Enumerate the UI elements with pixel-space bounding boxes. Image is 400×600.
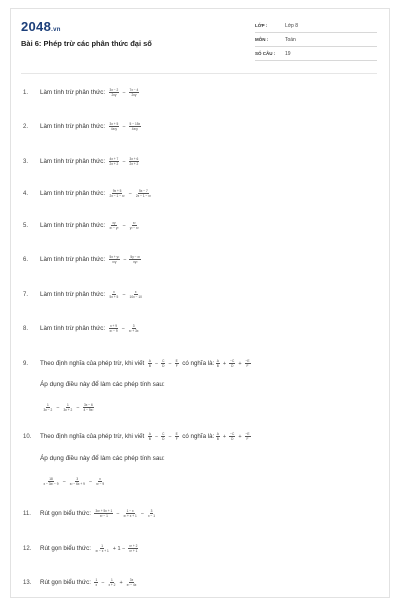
fraction-denominator: 5x + 5 [109, 295, 119, 299]
math-operator: − [128, 191, 132, 198]
fraction-denominator: F [246, 364, 249, 368]
meta-subject-label: MÔN : [255, 37, 269, 42]
question-expression [107, 324, 141, 333]
fraction-numerator: x³ + 2 [129, 544, 138, 548]
fraction-denominator: 2x − 1 − x² [135, 194, 151, 198]
math-operator: + [222, 361, 227, 368]
fraction [109, 88, 120, 97]
fraction-denominator: F [175, 364, 178, 368]
fraction-denominator: B [216, 364, 219, 368]
fraction [129, 88, 140, 97]
fraction-denominator: D [231, 364, 234, 368]
fraction-numerator: 1 [95, 578, 98, 582]
fraction-numerator: 1 [67, 403, 69, 407]
fraction [123, 509, 138, 518]
fraction [109, 189, 126, 198]
math-operator: − [168, 434, 172, 441]
fraction [109, 255, 121, 264]
fraction-denominator: x − 1 [148, 514, 156, 518]
math-operator: − [122, 90, 126, 97]
fraction [129, 290, 143, 299]
fraction-denominator: 2xy [131, 93, 137, 97]
question-tail-expression [214, 359, 252, 368]
fraction-numerator: 5 − 15x [129, 122, 141, 126]
fraction-numerator: 3x − 6 [84, 403, 93, 407]
fraction-denominator: 2xy [111, 93, 117, 97]
question-item [23, 578, 139, 587]
meta-count-value: 19 [285, 50, 291, 57]
fraction-numerator: 7x − 4 [129, 88, 139, 92]
fraction-denominator: x − 3x² − 9 [43, 482, 59, 486]
question-text: Làm tính trừ phân thức: [40, 222, 106, 229]
fraction [109, 324, 119, 333]
fraction [109, 290, 120, 299]
question-item [23, 324, 141, 333]
fraction [161, 359, 165, 368]
question-text: Rút gọn biểu thức: [40, 510, 91, 517]
meta-class-row [255, 19, 377, 33]
question-number: 8. [23, 325, 29, 332]
question-expression [107, 290, 144, 299]
fraction-denominator: B [148, 364, 151, 368]
fraction-denominator: x² − y² [109, 226, 119, 230]
question-item [23, 432, 252, 441]
fraction-numerator: −C [230, 359, 235, 363]
fraction [43, 403, 54, 412]
math-operator: + [222, 434, 227, 441]
fraction [126, 578, 138, 587]
fraction-numerator: −E [245, 432, 250, 436]
meta-count-row [255, 47, 377, 61]
fraction-numerator: 18 [49, 477, 53, 481]
math-operator: − [76, 404, 80, 411]
fraction-numerator: x [99, 477, 101, 481]
fraction-numerator: 3x [129, 578, 134, 582]
question-tail-text: có nghĩa là: [182, 360, 215, 367]
meta-class-label: LỚP : [255, 23, 268, 28]
fraction-numerator: 3x² + 5x + 1 [95, 509, 113, 513]
fraction-numerator: 1 [47, 403, 49, 407]
fraction [69, 477, 86, 486]
fraction [128, 324, 140, 333]
fraction [216, 359, 220, 368]
fraction [129, 255, 141, 264]
fraction [43, 477, 60, 486]
fraction-numerator: 5x + y² [109, 255, 120, 259]
worksheet-page [10, 8, 390, 598]
logo-suffix: .vn [51, 27, 61, 33]
question-number: 13. [23, 579, 32, 586]
math-operator: − [122, 124, 126, 131]
exercise-expression [41, 477, 107, 486]
worksheet-header [11, 9, 389, 69]
question-tail-expression [214, 432, 252, 441]
question-text: Theo định nghĩa của phép trừ, khi viết [40, 360, 145, 367]
fraction-numerator: 9x + 5 [112, 189, 122, 193]
site-logo[interactable] [21, 19, 61, 34]
question-expression [107, 122, 143, 131]
question-expression [107, 255, 143, 264]
math-operator: + 1 − [112, 546, 126, 553]
fraction-numerator: A [216, 432, 219, 436]
fraction-numerator: 3x + 6 [129, 157, 139, 161]
fraction-numerator: −C [230, 432, 235, 436]
fraction-denominator: x³ + 1 [129, 549, 138, 553]
fraction-denominator: F [175, 437, 178, 441]
question-number: 9. [23, 360, 29, 367]
math-operator: − [154, 361, 159, 368]
question-number: 4. [23, 190, 29, 197]
fraction [245, 359, 251, 368]
fraction-denominator: x² + x + 1 [123, 514, 137, 518]
math-operator: − [140, 511, 145, 518]
question-item [23, 255, 143, 264]
exercise-expression [41, 403, 96, 412]
header-divider [21, 73, 377, 74]
question-text: Làm tính trừ phân thức: [40, 190, 106, 197]
fraction-numerator: 5x − 7 [138, 189, 148, 193]
fraction-numerator: C [162, 359, 165, 363]
fraction-denominator: D [162, 364, 165, 368]
math-operator: − [122, 292, 126, 299]
fraction [135, 189, 152, 198]
meta-count-label: SỐ CÂU : [255, 51, 276, 56]
question-text: Làm tính trừ phân thức: [40, 291, 106, 298]
fraction-numerator: 3x − 2 [109, 88, 119, 92]
fraction [109, 157, 120, 166]
question-text: Theo định nghĩa của phép trừ, khi viết [40, 433, 145, 440]
fraction-denominator: 4x²y [131, 127, 138, 131]
fraction-numerator: 1 − x [126, 509, 134, 513]
fraction-denominator: 2x + 2 [129, 162, 139, 166]
question-item [23, 221, 141, 230]
fraction-numerator: E [175, 432, 178, 436]
fraction-numerator: 1 [101, 544, 103, 548]
fraction-numerator: xy [112, 221, 116, 225]
question-expression [93, 578, 139, 587]
question-expression [107, 88, 141, 97]
question-expression [93, 509, 158, 518]
fraction-denominator: x² − x + 1 [95, 549, 109, 553]
question-number: 7. [23, 291, 29, 298]
fraction-numerator: A [216, 359, 219, 363]
fraction-numerator: x [134, 290, 137, 294]
instruction-text: Áp dụng điều này để làm các phép tính sau: [40, 381, 165, 388]
fraction-denominator: x [95, 583, 98, 587]
question-item [23, 359, 252, 368]
question-number: 3. [23, 158, 29, 165]
fraction-denominator: 4 − 9x² [83, 408, 94, 412]
question-item [23, 509, 158, 518]
math-operator: + [119, 580, 123, 587]
logo-text: 2048 [21, 19, 52, 34]
question-number: 6. [23, 256, 29, 263]
question-text: Làm tính trừ phân thức: [40, 256, 106, 263]
fraction-denominator: xy² [133, 260, 138, 264]
fraction [109, 122, 120, 131]
fraction-numerator: C [162, 432, 165, 436]
fraction-numerator: E [175, 359, 178, 363]
fraction-denominator: B [216, 437, 219, 441]
fraction-denominator: x² + 3x [128, 329, 139, 333]
fraction-numerator: −E [245, 359, 250, 363]
fraction [129, 122, 142, 131]
question-item [23, 189, 153, 198]
math-operator: − [116, 511, 120, 518]
fraction-denominator: y² − x² [129, 226, 139, 230]
question-expression [107, 221, 141, 230]
fraction-denominator: x³ − 4x [126, 583, 137, 587]
fraction [129, 157, 140, 166]
question-item [23, 544, 140, 553]
instruction-text: Áp dụng điều này để làm các phép tính sau: [40, 455, 165, 462]
fraction [147, 509, 156, 518]
math-operator: − [122, 223, 126, 230]
fraction-denominator: x² − 6x + 9 [69, 482, 85, 486]
fraction-numerator: x [113, 290, 115, 294]
math-operator: − [154, 434, 159, 441]
fraction [129, 221, 140, 230]
math-operator: − [168, 361, 172, 368]
question-expression [146, 432, 180, 441]
question-text: Rút gọn biểu thức: [40, 579, 91, 586]
question-text: Làm tính trừ phân thức: [40, 123, 106, 130]
question-number: 2. [23, 123, 29, 130]
fraction-numerator: 1 [111, 578, 113, 582]
meta-class-value: Lớp 8 [285, 22, 299, 29]
math-operator: + [238, 361, 242, 368]
fraction [95, 477, 105, 486]
fraction-denominator: x² − 9 [109, 329, 118, 333]
question-text: Làm tính trừ phân thức: [40, 325, 106, 332]
question-number: 5. [23, 222, 29, 229]
math-operator: + [238, 434, 242, 441]
math-operator: − [122, 159, 126, 166]
question-number: 1. [23, 89, 29, 96]
math-operator: − [101, 580, 105, 587]
fraction-denominator: 3x − 2 [43, 408, 53, 412]
question-item [23, 88, 141, 97]
fraction-denominator: x + 2 [108, 583, 116, 587]
worksheet-meta [255, 19, 377, 61]
fraction-denominator: x²y [112, 260, 117, 264]
fraction-numerator: 3x + 5 [109, 122, 119, 126]
fraction [107, 578, 116, 587]
question-text: Làm tính trừ phân thức: [40, 89, 106, 96]
question-expression [146, 359, 180, 368]
question-item [23, 157, 141, 166]
fraction [94, 578, 98, 587]
meta-subject-value: Toán [285, 36, 296, 43]
question-text: Làm tính trừ phân thức: [40, 158, 106, 165]
fraction-numerator: A [148, 432, 151, 436]
fraction-numerator: 3 [132, 324, 135, 328]
question-expression [107, 189, 153, 198]
fraction [148, 432, 152, 441]
fraction-numerator: 5y − x² [130, 255, 141, 259]
fraction-denominator: D [162, 437, 165, 441]
fraction-denominator: 3x + 2 [63, 408, 73, 412]
question-expression [107, 157, 141, 166]
fraction-numerator: x² [132, 221, 136, 225]
fraction [245, 432, 251, 441]
math-operator: − [62, 478, 66, 485]
fraction-numerator: A [148, 359, 151, 363]
meta-subject-row [255, 33, 377, 47]
fraction-denominator: 10x − 10 [129, 295, 142, 299]
question-number: 10. [23, 433, 32, 440]
question-number: 11. [23, 510, 31, 517]
question-item [23, 290, 144, 299]
fraction [94, 509, 113, 518]
fraction-denominator: D [231, 437, 234, 441]
fraction-numerator: 4x + 7 [109, 157, 119, 161]
fraction [83, 403, 95, 412]
page-title: Bài 6: Phép trừ các phân thức đại số [21, 39, 152, 48]
fraction-numerator: x + 9 [110, 324, 118, 328]
question-item [23, 122, 143, 131]
math-operator: − [123, 257, 127, 264]
fraction [175, 432, 179, 441]
question-expression [93, 544, 140, 553]
fraction [128, 544, 138, 553]
fraction [216, 432, 220, 441]
fraction-denominator: F [246, 437, 249, 441]
fraction-numerator: 3 [150, 509, 153, 513]
fraction-denominator: x³ − 1 [99, 514, 108, 518]
fraction [63, 403, 74, 412]
math-operator: − [121, 326, 125, 333]
fraction [109, 221, 120, 230]
math-operator: − [56, 404, 60, 411]
fraction [161, 432, 165, 441]
fraction [229, 359, 235, 368]
fraction-denominator: 4x²y [110, 127, 117, 131]
fraction [148, 359, 152, 368]
fraction [229, 432, 235, 441]
fraction-denominator: B [148, 437, 151, 441]
fraction [175, 359, 179, 368]
math-operator: − [88, 478, 93, 485]
question-tail-text: có nghĩa là: [182, 433, 215, 440]
fraction [94, 544, 109, 553]
question-text: Rút gọn biểu thức: [40, 545, 91, 552]
question-number: 12. [23, 545, 32, 552]
fraction-denominator: x² − 9 [96, 482, 105, 486]
fraction-denominator: 2x + 2 [109, 162, 119, 166]
fraction-numerator: 3 [76, 477, 79, 481]
fraction-denominator: 2x − 1 − x² [109, 194, 125, 198]
